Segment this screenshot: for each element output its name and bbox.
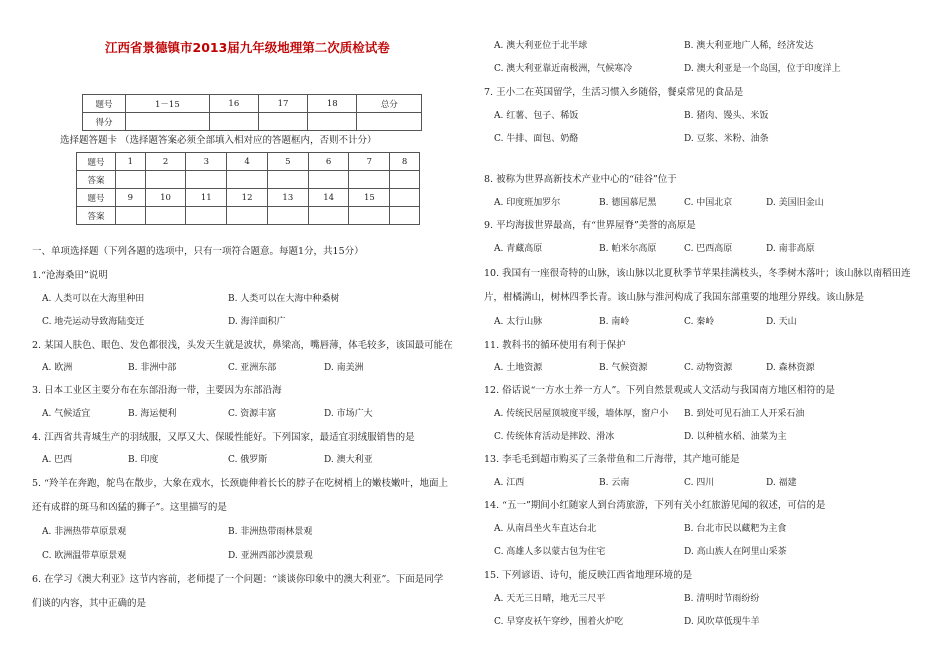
option-a: A. 气候适宜 bbox=[42, 409, 91, 419]
score-cell[interactable] bbox=[258, 113, 307, 131]
option-d: D. 澳大利亚 bbox=[324, 455, 373, 465]
question-stem-cont: 片，柑橘满山，树林四季长青。该山脉与淮河构成了我国东部重要的地理分界线。该山脉是 bbox=[484, 292, 865, 303]
table-row bbox=[77, 189, 420, 207]
option-b: B. 澳大利亚地广人稀，经济发达 bbox=[684, 41, 814, 51]
option-d: D. 南美洲 bbox=[324, 363, 364, 373]
option-c: C. 高雄人多以蒙古包为住宅 bbox=[494, 547, 606, 557]
option-a: A. 青藏高原 bbox=[494, 244, 543, 254]
table-cell: 4 bbox=[227, 153, 268, 171]
table-cell: 10 bbox=[145, 189, 186, 207]
option-d: D. 澳大利亚是一个岛国，位于印度洋上 bbox=[684, 64, 841, 74]
option-d: D. 森林资源 bbox=[766, 363, 815, 373]
option-c: C. 牛排、面包、奶酪 bbox=[494, 134, 579, 144]
table-cell: 15 bbox=[349, 189, 390, 207]
option-c: C. 澳大利亚靠近南极洲，气候寒冷 bbox=[494, 64, 633, 74]
table-cell: 9 bbox=[116, 189, 146, 207]
option-b: B. 猪肉、馒头、米饭 bbox=[684, 111, 769, 121]
table-cell: 11 bbox=[186, 189, 227, 207]
table-row bbox=[77, 153, 420, 171]
answer-cell[interactable] bbox=[308, 207, 349, 225]
answer-cell[interactable] bbox=[390, 171, 420, 189]
option-d: D. 市场广大 bbox=[324, 409, 373, 419]
option-a: A. 太行山脉 bbox=[494, 317, 543, 327]
option-b: B. 帕米尔高原 bbox=[599, 244, 657, 254]
option-c: C. 巴西高原 bbox=[684, 244, 733, 254]
score-table bbox=[82, 94, 422, 131]
option-b: B. 非洲中部 bbox=[128, 363, 177, 373]
option-a: A. 从南昌坐火车直达台北 bbox=[494, 524, 597, 534]
option-d: D. 高山族人在阿里山采茶 bbox=[684, 547, 787, 557]
question-stem: 10. 我国有一座很奇特的山脉，该山脉以北夏秋季节苹果挂满枝头，冬季树木落叶；该山脉以南稻田连 bbox=[484, 268, 911, 279]
table-cell: 题号 bbox=[77, 189, 116, 207]
option-b: B. 印度 bbox=[128, 455, 159, 465]
table-cell: 8 bbox=[390, 153, 420, 171]
option-d: D. 亚洲西部沙漠景观 bbox=[228, 551, 313, 561]
score-cell[interactable] bbox=[357, 113, 422, 131]
table-cell: 16 bbox=[209, 95, 258, 113]
table-cell: 14 bbox=[308, 189, 349, 207]
option-a: A. 欧洲 bbox=[42, 363, 73, 373]
table-row bbox=[83, 95, 422, 113]
table-cell: 18 bbox=[308, 95, 357, 113]
option-d: D. 以种植水稻、油菜为主 bbox=[684, 432, 787, 442]
table-cell: 1－15 bbox=[126, 95, 210, 113]
option-c: C. 地壳运动导致海陆变迁 bbox=[42, 317, 145, 327]
question-stem: 7. 王小二在英国留学，生活习惯入乡随俗，餐桌常见的食品是 bbox=[484, 87, 744, 98]
answer-card-table bbox=[76, 152, 420, 225]
option-b: B. 德国慕尼黑 bbox=[599, 198, 657, 208]
option-b: B. 人类可以在大海中种桑树 bbox=[228, 294, 340, 304]
question-stem: 14. “五一”期间小红随家人到台湾旅游，下列有关小红旅游见闻的叙述，可信的是 bbox=[484, 500, 826, 511]
option-a: A. 天无三日晴，地无三尺平 bbox=[494, 594, 606, 604]
table-cell: 2 bbox=[145, 153, 186, 171]
score-cell[interactable] bbox=[209, 113, 258, 131]
answer-cell[interactable] bbox=[267, 207, 308, 225]
option-c: C. 资源丰富 bbox=[228, 409, 277, 419]
question-stem: 12. 俗话说“一方水土养一方人”。下列自然景观或人文活动与我国南方地区相符的是 bbox=[484, 385, 835, 396]
table-cell: 5 bbox=[267, 153, 308, 171]
question-stem: 5. “羚羊在奔跑，鸵鸟在散步，大象在戏水，长颈鹿伸着长长的脖子在吃树梢上的嫩枝嫩叶，地面上 bbox=[32, 478, 448, 489]
option-c: C. 动物资源 bbox=[684, 363, 733, 373]
question-stem: 2. 某国人肤色、眼色、发色都很浅，头发天生就是波状，鼻梁高，嘴唇薄，体毛较多，该国最可能在 bbox=[32, 340, 453, 351]
option-d: D. 风吹草低现牛羊 bbox=[684, 617, 760, 627]
option-d: D. 福建 bbox=[766, 478, 797, 488]
table-cell: 答案 bbox=[77, 207, 116, 225]
option-b: B. 清明时节雨纷纷 bbox=[684, 594, 760, 604]
option-a: A. 人类可以在大海里种田 bbox=[42, 294, 145, 304]
table-cell: 1 bbox=[116, 153, 146, 171]
table-cell: 3 bbox=[186, 153, 227, 171]
option-a: A. 非洲热带草原景观 bbox=[42, 527, 127, 537]
option-c: C. 早穿皮袄午穿纱，围着火炉吃 bbox=[494, 617, 624, 627]
option-d: D. 天山 bbox=[766, 317, 797, 327]
question-stem: 8. 被称为世界高新技术产业中心的“硅谷”位于 bbox=[484, 174, 677, 185]
section-heading: 一、单项选择题（下列各题的选项中，只有一项符合题意。每题1分，共15分） bbox=[32, 246, 364, 257]
answer-cell[interactable] bbox=[267, 171, 308, 189]
option-c: C. 中国北京 bbox=[684, 198, 733, 208]
answer-cell[interactable] bbox=[186, 207, 227, 225]
answer-cell[interactable] bbox=[116, 207, 146, 225]
option-a: A. 江西 bbox=[494, 478, 525, 488]
option-a: A. 红薯、包子、稀饭 bbox=[494, 111, 579, 121]
question-stem: 4. 江西省共青城生产的羽绒服，又厚又大、保暖性能好。下列国家，最适宜羽绒服销售的是 bbox=[32, 432, 415, 443]
option-c: C. 俄罗斯 bbox=[228, 455, 268, 465]
question-stem: 9. 平均海拔世界最高，有“世界屋脊”美誉的高原是 bbox=[484, 220, 696, 231]
option-a: A. 澳大利亚位于北半球 bbox=[494, 41, 588, 51]
option-d: D. 豆浆、米粉、油条 bbox=[684, 134, 769, 144]
option-a: A. 传统民居屋顶坡度平缓，墙体厚，窗户小 bbox=[494, 409, 669, 419]
answer-cell[interactable] bbox=[390, 207, 420, 225]
answer-cell[interactable] bbox=[308, 171, 349, 189]
option-b: B. 海运便利 bbox=[128, 409, 177, 419]
option-b: B. 气候资源 bbox=[599, 363, 648, 373]
table-cell: 总分 bbox=[357, 95, 422, 113]
table-cell: 题号 bbox=[77, 153, 116, 171]
option-c: C. 亚洲东部 bbox=[228, 363, 277, 373]
option-b: B. 台北市民以藏粑为主食 bbox=[684, 524, 787, 534]
question-stem-cont: 还有成群的斑马和凶猛的狮子”。这里描写的是 bbox=[32, 502, 227, 513]
table-row bbox=[83, 113, 422, 131]
option-d: D. 海洋面积广 bbox=[228, 317, 286, 327]
score-cell[interactable] bbox=[308, 113, 357, 131]
option-a: A. 土地资源 bbox=[494, 363, 543, 373]
table-cell: 答案 bbox=[77, 171, 116, 189]
option-b: B. 云南 bbox=[599, 478, 630, 488]
answer-cell[interactable] bbox=[145, 207, 186, 225]
answer-cell[interactable] bbox=[145, 171, 186, 189]
table-cell: 7 bbox=[349, 153, 390, 171]
table-cell: 题号 bbox=[83, 95, 126, 113]
answer-cell[interactable] bbox=[349, 171, 390, 189]
exam-title: 江西省景德镇市2013届九年级地理第二次质检试卷 bbox=[105, 40, 390, 55]
table-cell: 得分 bbox=[83, 113, 126, 131]
option-c: C. 四川 bbox=[684, 478, 715, 488]
question-stem: 3. 日本工业区主要分布在东部沿海一带，主要因为东部沿海 bbox=[32, 385, 282, 396]
table-row bbox=[77, 207, 420, 225]
option-d: D. 美国旧金山 bbox=[766, 198, 824, 208]
option-b: B. 到处可见石油工人开采石油 bbox=[684, 409, 805, 419]
question-stem-cont: 们谈的内容，其中正确的是 bbox=[32, 598, 147, 609]
table-cell bbox=[390, 189, 420, 207]
question-stem: 1.“沧海桑田”说明 bbox=[32, 270, 108, 281]
answer-cell[interactable] bbox=[116, 171, 146, 189]
question-stem: 6. 在学习《澳大利亚》这节内容前，老师提了一个问题：“谈谈你印象中的澳大利亚”。下面是同学 bbox=[32, 574, 444, 585]
table-cell: 12 bbox=[227, 189, 268, 207]
option-b: B. 南岭 bbox=[599, 317, 630, 327]
answer-cell[interactable] bbox=[227, 207, 268, 225]
option-c: C. 传统体育活动是摔跤、滑冰 bbox=[494, 432, 615, 442]
option-c: C. 秦岭 bbox=[684, 317, 715, 327]
score-cell[interactable] bbox=[126, 113, 210, 131]
answer-cell[interactable] bbox=[349, 207, 390, 225]
answer-cell[interactable] bbox=[227, 171, 268, 189]
option-b: B. 非洲热带雨林景观 bbox=[228, 527, 313, 537]
table-cell: 13 bbox=[267, 189, 308, 207]
table-cell: 6 bbox=[308, 153, 349, 171]
option-d: D. 南非高原 bbox=[766, 244, 815, 254]
question-stem: 13. 李毛毛到超市购买了三条带鱼和二斤海带，其产地可能是 bbox=[484, 454, 740, 465]
table-row bbox=[77, 171, 420, 189]
answer-card-note: 选择题答题卡 （选择题答案必须全部填入相对应的答题框内，否则不计分） bbox=[60, 135, 377, 146]
answer-cell[interactable] bbox=[186, 171, 227, 189]
question-stem: 11. 教科书的循环使用有利于保护 bbox=[484, 340, 626, 351]
option-c: C. 欧洲温带草原景观 bbox=[42, 551, 127, 561]
option-a: A. 巴西 bbox=[42, 455, 73, 465]
table-cell: 17 bbox=[258, 95, 307, 113]
option-a: A. 印度班加罗尔 bbox=[494, 198, 561, 208]
question-stem: 15. 下列谚语、诗句，能反映江西省地理环境的是 bbox=[484, 570, 693, 581]
